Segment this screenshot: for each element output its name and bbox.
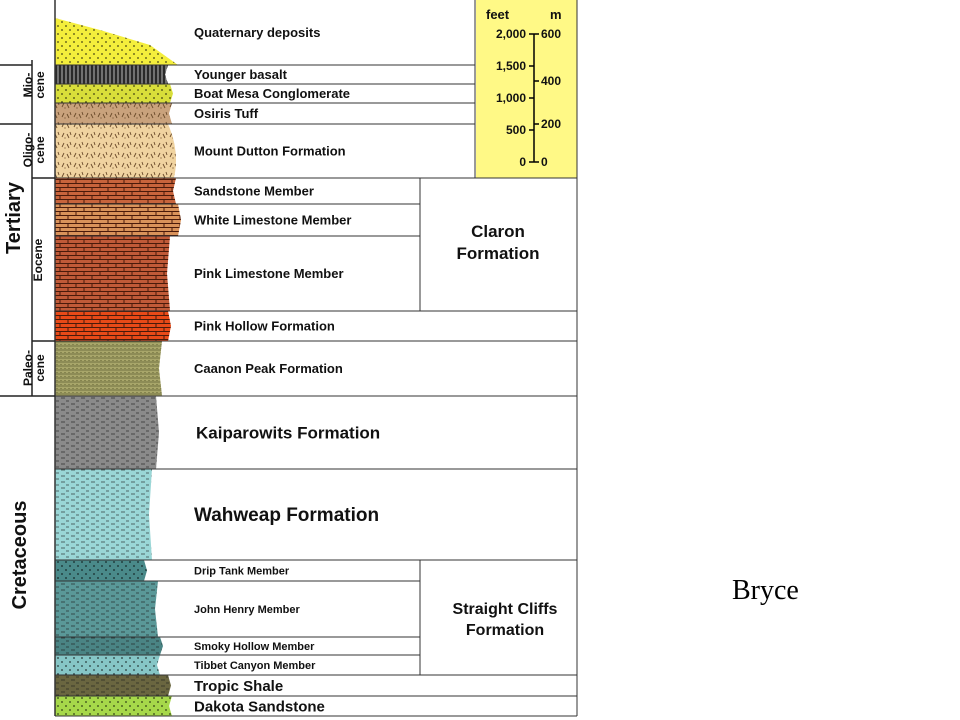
scale-feet-value: 1,000 bbox=[495, 91, 526, 105]
scale-feet-value: 1,500 bbox=[495, 59, 526, 73]
layer-pattern-pink-limestone bbox=[55, 236, 170, 311]
epoch-paleocene-line2: cene bbox=[33, 354, 47, 382]
label-dakota: Dakota Sandstone bbox=[194, 698, 325, 716]
scale-box bbox=[476, 0, 577, 178]
label-quaternary: Quaternary deposits bbox=[194, 25, 321, 41]
scale-feet-value: 2,000 bbox=[495, 27, 526, 41]
scale-feet-label: feet bbox=[486, 7, 510, 22]
group-straight-cliffs-line2: Formation bbox=[465, 622, 545, 639]
scale-feet-value: 500 bbox=[505, 123, 526, 137]
group-claron-line2: Formation bbox=[456, 244, 540, 263]
layer-pattern-mount-dutton bbox=[55, 124, 176, 178]
label-pink-limestone: Pink Limestone Member bbox=[194, 266, 344, 282]
label-smoky-hollow: Smoky Hollow Member bbox=[194, 640, 315, 653]
layer-pattern-younger-basalt bbox=[55, 65, 168, 84]
label-canaan-peak: Caanon Peak Formation bbox=[194, 361, 343, 377]
layer-pattern-smoky-hollow bbox=[55, 637, 163, 655]
layer-pattern-kaiparowits bbox=[55, 396, 159, 469]
group-straight-cliffs-line1: Straight Cliffs bbox=[452, 601, 558, 618]
group-claron-line1: Claron bbox=[471, 222, 525, 241]
scale-m-value: 0 bbox=[541, 155, 548, 169]
layer-pattern-boat-mesa bbox=[55, 84, 173, 103]
label-wahweap: Wahweap Formation bbox=[194, 505, 380, 527]
scale-feet-value: 0 bbox=[519, 155, 526, 169]
scale-m-value: 400 bbox=[541, 74, 562, 88]
scale-m-value: 200 bbox=[541, 117, 562, 131]
label-tropic-shale: Tropic Shale bbox=[194, 677, 284, 695]
layer-pattern-dakota bbox=[55, 696, 172, 716]
period-tertiary: Tertiary bbox=[3, 182, 25, 254]
layer-pattern-tropic-shale bbox=[55, 675, 171, 696]
label-white-limestone: White Limestone Member bbox=[194, 212, 352, 228]
label-john-henry: John Henry Member bbox=[194, 603, 300, 616]
epoch-oligocene-line1: Oligo- bbox=[21, 132, 35, 168]
label-osiris: Osiris Tuff bbox=[194, 106, 259, 122]
label-boat-mesa: Boat Mesa Conglomerate bbox=[194, 86, 351, 102]
layer-pattern-drip-tank bbox=[55, 560, 147, 581]
layer-pattern-white-limestone bbox=[55, 204, 181, 236]
epoch-miocene-line2: cene bbox=[33, 71, 47, 99]
label-mount-dutton: Mount Dutton Formation bbox=[194, 143, 346, 159]
period-cretaceous: Cretaceous bbox=[9, 500, 31, 610]
label-pink-hollow: Pink Hollow Formation bbox=[194, 318, 335, 334]
label-tibbet-canyon: Tibbet Canyon Member bbox=[194, 659, 316, 672]
label-younger-basalt: Younger basalt bbox=[194, 67, 287, 83]
layer-pattern-sandstone-member bbox=[55, 178, 176, 204]
section-caption: Bryce bbox=[732, 575, 799, 606]
layer-pattern-osiris bbox=[55, 103, 172, 124]
layer-pattern-pink-hollow bbox=[55, 311, 171, 341]
epoch-miocene-line1: Mio- bbox=[21, 72, 35, 98]
scale-m-value: 600 bbox=[541, 27, 562, 41]
epoch-oligocene-line2: cene bbox=[33, 136, 47, 164]
layer-pattern-canaan-peak bbox=[55, 341, 162, 396]
epoch-paleocene-line1: Paleo- bbox=[21, 349, 35, 387]
scale-m-label: m bbox=[550, 7, 562, 22]
layer-pattern-tibbet-canyon bbox=[55, 655, 160, 675]
label-sandstone-member: Sandstone Member bbox=[194, 183, 314, 199]
label-drip-tank: Drip Tank Member bbox=[194, 565, 290, 578]
layer-pattern-john-henry bbox=[55, 581, 158, 637]
layer-pattern-quaternary bbox=[55, 0, 178, 65]
epoch-eocene: Eocene bbox=[31, 238, 45, 282]
layer-pattern-wahweap bbox=[55, 469, 152, 560]
label-kaiparowits: Kaiparowits Formation bbox=[196, 423, 381, 443]
